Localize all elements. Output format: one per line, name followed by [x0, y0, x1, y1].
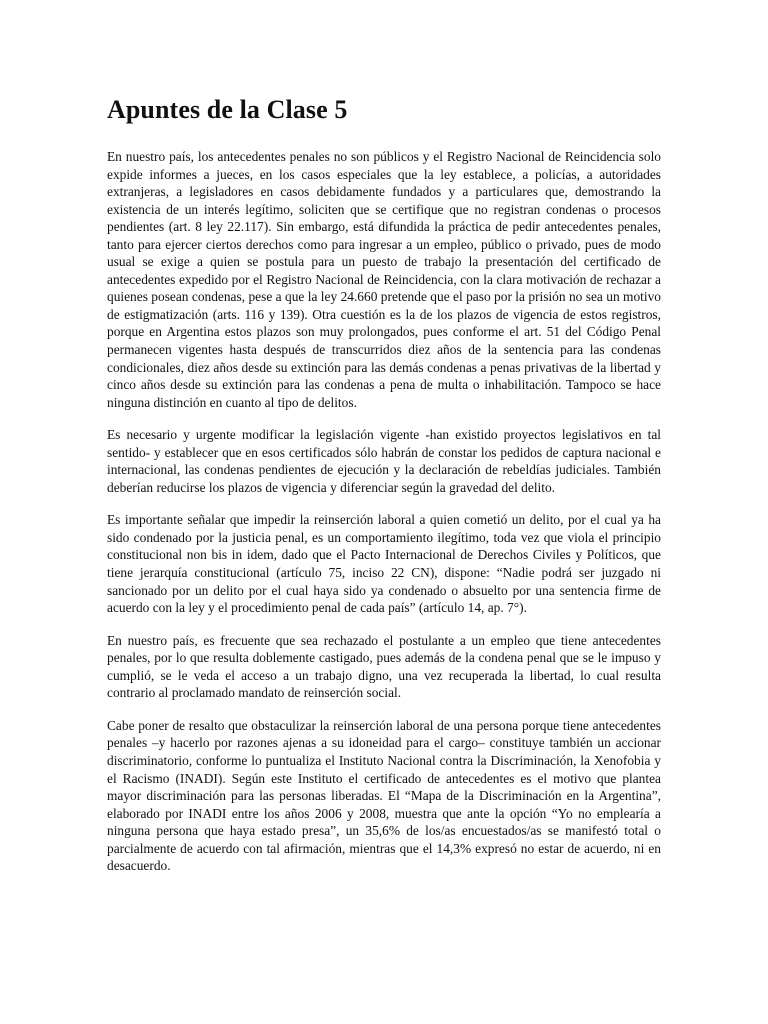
paragraph-doble-castigo: En nuestro país, es frecuente que sea rechazado el postulante a un empleo que tiene antecedentes penales, por lo que resulta doblemente castigado, pues además de la condena penal que se le impuso y cumplió, se le veda el acceso a un trabajo digno, una vez recuperada la libertad, lo cual resulta contrario al proclamado mandato de reinserción social.	[107, 632, 661, 701]
page-title: Apuntes de la Clase 5	[107, 95, 348, 124]
paragraph-modificar-legislacion: Es necesario y urgente modificar la legislación vigente -han existido proyectos legislativos en tal sentido- y establecer que en esos certificados sólo habrán de constar los pedidos de captura nacional e internacional, las condenas pendientes de ejecución y la declaración de rebeldías judiciales. También deberían reducirse los plazos de vigencia y diferenciar según la gravedad del delito.	[107, 427, 661, 495]
paragraph-inadi-discriminacion: Cabe poner de resalto que obstaculizar la reinserción laboral de una persona porque tiene antecedentes penales –y hacerlo por razones ajenas a su idoneidad para el cargo– constituye también un accionar discriminatorio, conforme lo puntualiza el Instituto Nacional contra la Discriminación, la Xenofobia y el Racismo (INADI). Según este Instituto el certificado de antecedentes es el motivo que plantea mayor discriminación para las personas liberadas. El “Mapa de la Discriminación en la Argentina”, elaborado por INADI entre los años 2006 y 2008, muestra que ante la opción “Yo no emplearía a ninguna persona que haya estado presa”, un 35,6% de los/as encuestados/as se manifestó total o parcialmente de acuerdo con tal afirmación, mientras que el 14,3% expresó no estar de acuerdo, ni en desacuerdo.	[107, 717, 661, 874]
paragraph-non-bis-in-idem: Es importante señalar que impedir la reinserción laboral a quien cometió un delito, por el cual ya ha sido condenado por la justicia penal, es un comportamiento ilegítimo, toda vez que viola el principio constitucional non bis in idem, dado que el Pacto Internacional de Derechos Civiles y Políticos, que tiene jerarquía constitucional (artículo 75, inciso 22 CN), dispone: “Nadie podrá ser juzgado ni sancionado por un delito por el cual haya sido ya condenado o absuelto por una sentencia firme de acuerdo con la ley y el procedimiento penal de cada país” (artículo 14, ap. 7°).	[107, 512, 661, 616]
paragraph-antecedentes-penales: En nuestro país, los antecedentes penales no son públicos y el Registro Nacional de Reincidencia solo expide informes a jueces, en los casos especiales que la ley establece, a policías, a autoridades extranjeras, a legisladores en casos debidamente fundados y a particulares que, demostrando la existencia de un interés legítimo, soliciten que se certifique que no registran condenas o procesos pendientes (art. 8 ley 22.117). Sin embargo, está difundida la práctica de pedir antecedentes penales, tanto para ejercer ciertos derechos como para ingresar a un empleo, público o privado, pues de modo usual se exige a quien se postula para un puesto de trabajo la presentación del certificado de antecedentes expedido por el Registro Nacional de Reincidencia, con la clara motivación de rechazar a quienes posean condenas, pese a que la ley 24.660 pretende que el paso por la prisión no sea un motivo de estigmatización (arts. 116 y 139). Otra cuestión es la de los plazos de vigencia de estos registros, porque en Argentina estos plazos son muy prolongados, pues conforme el art. 51 del Código Penal permanecen vigentes hasta después de transcurridos diez años de la sentencia para las condenas condicionales, diez años desde su extinción para las demás condenas a penas privativas de la libertad y cinco años desde su extinción para las condenas a pena de multa o inhabilitación. Tampoco se hace ninguna distinción en cuanto al tipo de delitos.	[107, 149, 661, 410]
document-page	[107, 92, 661, 890]
